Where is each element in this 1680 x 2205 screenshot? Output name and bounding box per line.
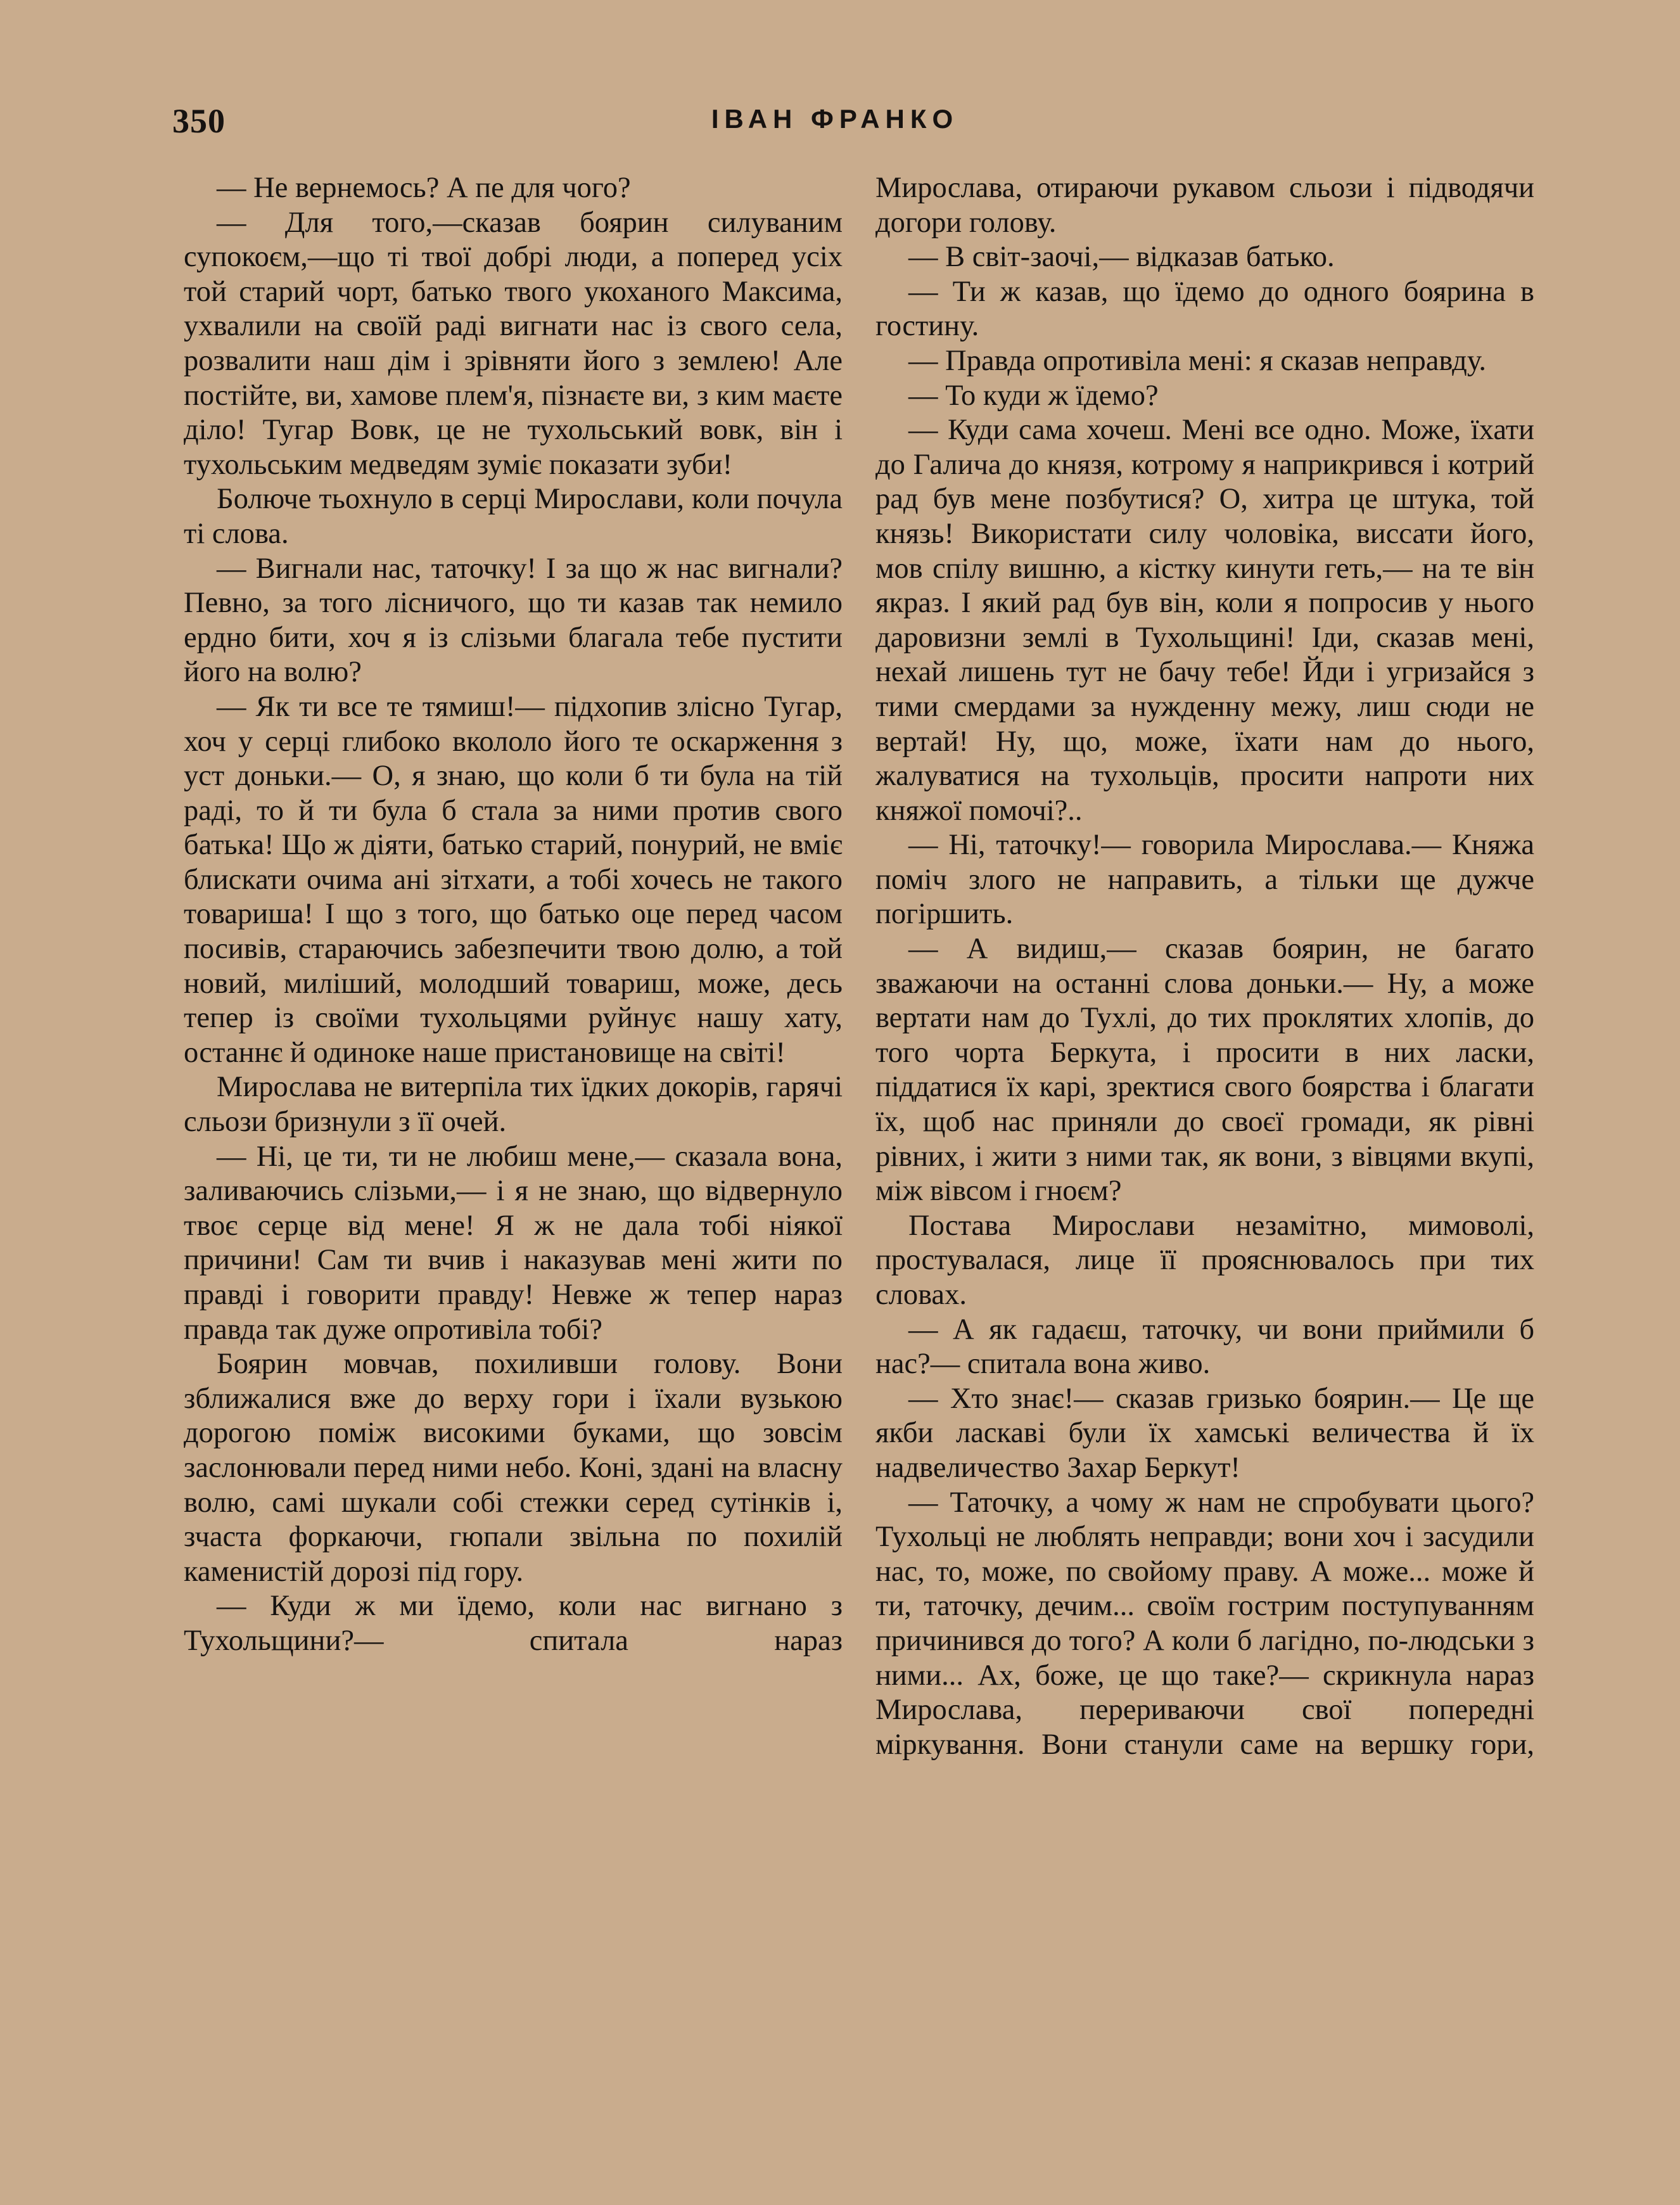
paragraph: — А видиш,— сказав боярин, не багато зважаючи на останні слова доньки.— Ну, а може вертати нам до Тухлі, до тих проклятих хлопів, до того чорта Беркута, і просити в них ласки, піддатися їх карі, зректися свого боярства і благати їх, щоб нас приняли до своєї громади, як рівні рівних, і жити з ними так, як вони, з вівцями вкупі, між вівсом і гноєм? [875,933,1534,1208]
paragraph: Болюче тьохнуло в серці Мирослави, коли почула ті слова. [184,483,843,550]
paragraph: Боярин мовчав, похиливши голову. Вони зближалися вже до верху гори і їхали вузькою дорогою поміж високими буками, що зовсім заслонювали перед ними небо. Коні, здані на власну волю, самі шукали собі стежки серед сутінків і, зчаста форкаючи, гюпали звільна по похилій каменистій дорозі під гору. [184,1348,843,1588]
paragraph: — Таточку, а чому ж нам не спробувати цього? Тухольці не люблять неправди; вони хоч і засудили нас, то, може, по свойому праву. А може... може й ти, таточку, дечим... своїм гострим поступуванням причинився до того? А коли б лагідно, по-людськи з ними... Ах, боже, це що таке?— скрикнула нараз Мирослава, перериваючи свої попередні міркування. Вони станули саме на вершку гори, [875,1486,1534,1761]
paragraph: — То куди ж їдемо? [908,379,1159,412]
paragraph-continues: — Куди ж ми їдемо, коли нас вигнано з Тухольщини?— спитала нараз [184,1590,843,1657]
page-header [172,101,1498,146]
paragraph: Постава Мирослави незамітно, мимоволі, простувалася, лице її прояснювалось при тих словах. [875,1209,1534,1311]
paragraph: — Не вернемось? А пе для чого? [217,172,631,204]
paragraph: — Ти ж казав, що їдемо до одного боярина в гостину. [875,275,1534,343]
paragraph: — А як гадаєш, таточку, чи вони приймили б нас?— спитала вона живо. [875,1313,1534,1381]
paragraph: — Ні, таточку!— говорила Мирослава.— Княжа поміч злого не направить, а тільки ще дужче погіршить. [875,829,1534,931]
page-number: 350 [172,102,226,140]
paragraph: — Куди сама хочеш. Мені все одно. Може, їхати до Галича до князя, котрому я наприкрився і котрий рад був мене позбутися? О, хитра це штука, той князь! Використати силу чоловіка, виссати його, мов спілу вишню, а кістку кинути геть,— на те він якраз. І який рад був він, коли я попросив у нього даровизни землі в Тухольщині! Іди, сказав мені, нехай лишень тут не бачу тебе! Йди і угризайся з тими смердами за нужденну межу, лиш сюди не вертай! Ну, що, може, їхати нам до нього, жалуватися на тухольців, просити напроти них княжої помочі?.. [875,414,1534,827]
paragraph-continued: Мирослава, отираючи рукавом сльози і підводячи догори голову. [875,172,1534,239]
running-head-author: ІВАН ФРАНКО [711,104,959,134]
paragraph: — Ні, це ти, ти не любиш мене,— сказала вона, заливаючись слізьми,— і я не знаю, що відвернуло твоє серце від мене! Я ж не дала тобі ніякої причини! Сам ти вчив і наказував мені жити по правді і говорити правду! Невже ж тепер нараз правда так дуже опротивіла тобі? [184,1140,843,1346]
left-text-column [184,171,843,1659]
paragraph: — Хто знає!— сказав гризько боярин.— Це ще якби ласкаві були їх хамські величества й їх надвеличество Захар Беркут! [875,1382,1534,1484]
paragraph: — Правда опротивіла мені: я сказав неправду. [908,344,1487,377]
paragraph: Мирослава не витерпіла тих їдких докорів, гарячі сльози бризнули з її очей. [184,1071,843,1139]
paragraph: — В світ-заочі,— відказав батько. [908,241,1335,274]
paragraph: — Як ти все те тямиш!— підхопив злісно Тугар, хоч у серці глибоко вкололо його те оскарження з уст доньки.— О, я знаю, що коли б ти була на тій раді, то й ти була б стала за ними против свого батька! Що ж діяти, батько старий, понурий, не вміє блискати очима ані зітхати, а тобі хочесь не такого товариша! І що з того, що батько оце перед часом посивів, стараючись забезпечити твою долю, а той новий, миліший, молодший товариш, може, десь тепер із своїми тухольцями руйнує нашу хату, останнє й одиноке наше пристановище на світі! [184,690,843,1069]
right-text-column [875,171,1534,1762]
paragraph: — Вигнали нас, таточку! І за що ж нас вигнали? Певно, за того лісничого, що ти казав так немило ердно бити, хоч я із слізьми благала тебе пустити його на волю? [184,552,843,689]
paragraph: — Для того,—сказав боярин силуваним супокоєм,—що ті твої добрі люди, а поперед усіх той старий чорт, батько твого укоханого Максима, ухвалили на своїй раді вигнати нас із свого села, розвалити наш дім і зрівняти його з землею! Але постійте, ви, хамове плем'я, пізнаєте ви, з ким маєте діло! Тугар Вовк, це не тухольський вовк, він і тухольським медведям зуміє показати зуби! [184,206,843,481]
